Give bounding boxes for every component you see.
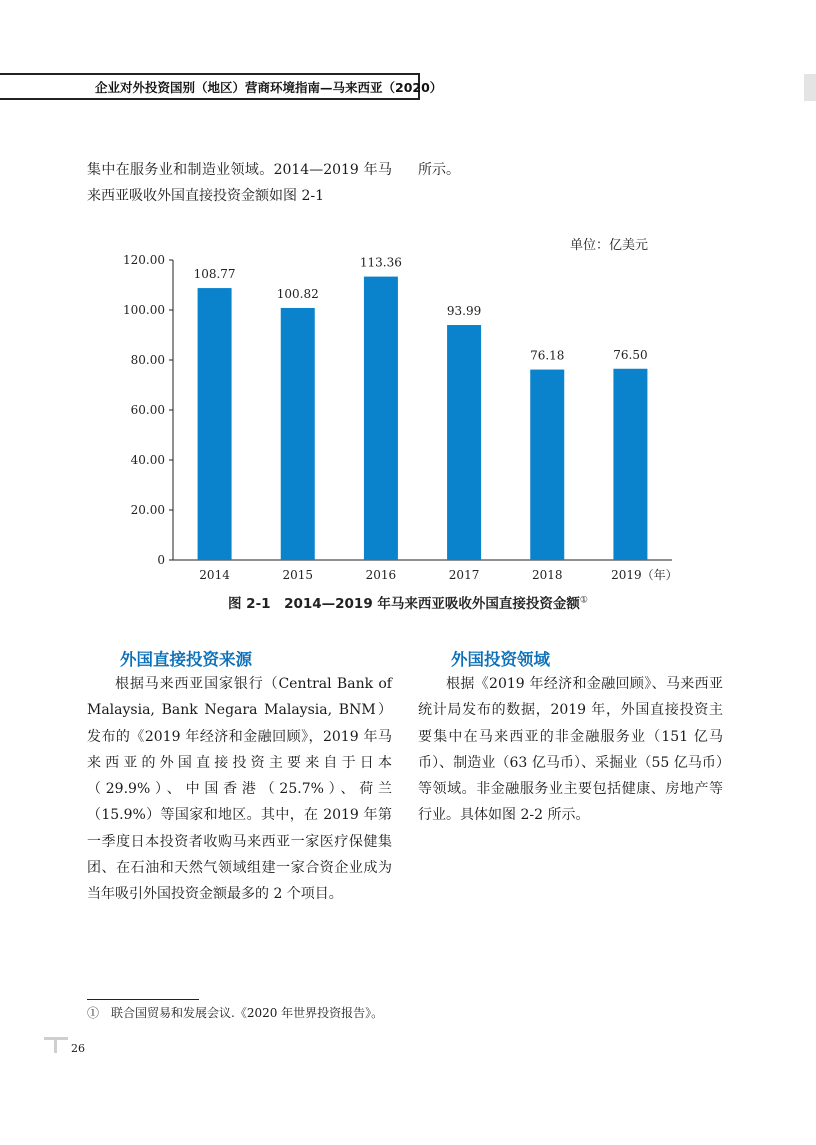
section-body-fdi-source: 根据马来西亚国家银行（Central Bank of Malaysia, Bank Negara Malaysia, BNM）发布的《2019 年经济和金融回顾》，2019 年马来西亚的外国直接投资主要来自于日本（29.9%）、中国香港（25.7%）、荷兰（15.9%）等国家和地区。其中，在 2019 年第一季度日本投资者收购马来西亚一家医疗保健集团、在石油和天然气领域组建一家合资企业成为当年吸引外国投资金额最多的 2 个项目。 [87,676,392,903]
x-tick-label: 2016 [365,568,397,582]
footnote: ① 联合国贸易和发展会议.《2020 年世界投资报告》。 [87,1006,384,1020]
bar-2016 [364,277,398,560]
bar-2017 [447,325,481,560]
bar-value-label: 113.36 [359,255,402,270]
y-tick-label: 120.00 [123,253,165,267]
bar-2018 [530,370,564,560]
y-tick-label: 80.00 [130,353,165,367]
running-header-title: 企业对外投资国别（地区）营商环境指南—马来西亚（2020） [95,80,443,95]
bar-2014 [198,288,232,560]
intro-paragraph-left: 集中在服务业和制造业领域。2014—2019 年马来西亚吸收外国直接投资金额如图 2-1 [87,162,392,205]
intro-paragraph-right: 所示。 [418,162,460,178]
x-tick-label: 2019（年） [611,568,678,582]
chart-labels [194,256,678,582]
section-heading-fdi-source: 外国直接投资来源 [120,650,252,669]
bar-value-label: 100.82 [276,286,319,301]
figure-caption-footnote-mark: ① [579,595,588,606]
chart-bars [198,277,648,560]
bar-2015 [281,308,315,560]
y-tick-label: 20.00 [130,503,165,517]
bar-value-label: 108.77 [193,267,236,282]
figure-caption [0,592,816,612]
x-tick-label: 2015 [282,568,314,582]
y-tick-label: 40.00 [130,453,165,467]
x-tick-label: 2017 [448,568,480,582]
section-heading-fdi-sector: 外国投资领域 [451,650,550,669]
bar-value-label: 76.50 [613,347,648,362]
fdi-bar-chart [0,240,816,590]
page-corner-mark [44,1037,68,1053]
page-number: 26 [71,1042,85,1055]
footnote-divider [87,999,199,1000]
side-tab-marker [804,74,816,101]
bar-2019 [613,369,647,560]
y-tick-label: 100.00 [123,303,165,317]
x-tick-label: 2014 [199,568,230,582]
figure-caption-text: 图 2-1 2014—2019 年马来西亚吸收外国直接投资金额 [227,596,580,612]
x-tick-label: 2018 [531,568,563,582]
section-body-fdi-sector: 根据《2019 年经济和金融回顾》、马来西亚统计局发布的数据，2019 年，外国直接投资主要集中在马来西亚的非金融服务业（151 亿马币）、制造业（63 亿马币）、采掘业（55 亿马币）等领域。非金融服务业主要包括健康、房地产等行业。具体如图 2-2 所示。 [418,676,723,824]
bar-value-label: 93.99 [446,304,482,319]
y-tick-label: 60.00 [130,403,165,417]
chart-unit-label: 单位：亿美元 [570,238,649,253]
y-tick-label: 0 [157,553,165,567]
bar-value-label: 76.18 [530,348,565,363]
